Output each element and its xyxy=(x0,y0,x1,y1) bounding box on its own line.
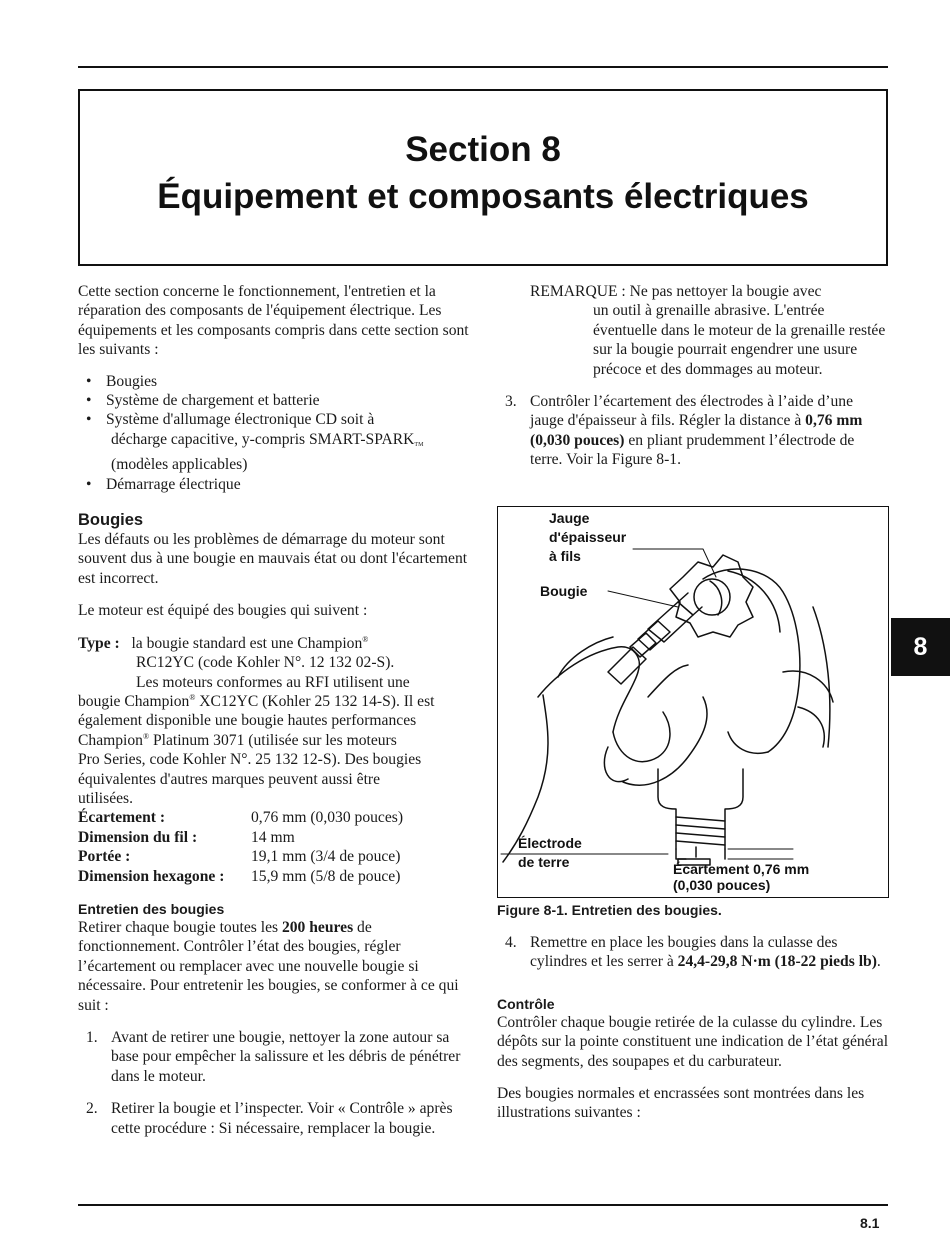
right-column xyxy=(497,282,889,470)
table-row: Dimension du fil : 14 mm xyxy=(78,828,295,846)
controle-paragraph: Contrôler chaque bougie retirée de la culasse du cylindre. Les dépôts sur la pointe constituent une indication de l’état général des segments, des soupapes et du carburateur. xyxy=(497,1013,889,1070)
label-gap: Écartement 0,76 mm (0,030 pouces) xyxy=(673,861,810,893)
page-number: 8.1 xyxy=(860,1215,880,1231)
list-item-continuation: décharge capacitive, y-compris SMART-SPARKTM xyxy=(111,430,424,448)
step-item: 4. Remettre en place les bougies dans la culasse des cylindres et les serrer à 24,4-29,8 N·m (18-22 pieds lb). xyxy=(505,934,881,971)
step-item: 1. Avant de retirer une bougie, nettoyer la zone autour sa base pour empêcher la salissure et les débris de pénétrer dans le moteur. xyxy=(86,1029,461,1085)
list-item-continuation: (modèles applicables) xyxy=(111,456,248,474)
list-item: • Démarrage électrique xyxy=(86,475,241,493)
heading-entretien: Entretien des bougies xyxy=(78,900,225,917)
spark-plug-specs-table xyxy=(78,808,403,886)
label-spark-plug: Bougie xyxy=(540,583,588,599)
label-ground-electrode: Électrode de terre xyxy=(518,835,582,870)
label-wire-gauge: Jauge d'épaisseur à fils xyxy=(549,510,627,564)
bougies-paragraph: Les défauts ou les problèmes de démarrage du moteur sont souvent dus à une bougie en mauvais état ou dont l'écartement est incorrect. xyxy=(78,531,468,587)
entretien-paragraph: Retirer chaque bougie toutes les 200 heures de fonctionnement. Contrôler l’état des bougies, régler l’écartement ou remplacer avec une nouvelle bougie si nécessaire. Pour entretenir les bougies, se conformer à ce qui suit : xyxy=(78,918,459,1014)
list-item: • Bougies xyxy=(86,372,158,390)
section-label: Section 8 xyxy=(405,130,561,169)
table-row: Portée : 19,1 mm (3/4 de pouce) xyxy=(78,848,401,866)
bougies-equipped-paragraph: Le moteur est équipé des bougies qui suivent : xyxy=(78,602,368,620)
intro-paragraph: Cette section concerne le fonctionnement, l'entretien et la réparation des composants de l'équipement électrique. Les équipements et les composants compris dans cette section sont les suivants : xyxy=(78,283,469,359)
list-item: • Système de chargement et batterie xyxy=(86,392,320,410)
right-column-lower xyxy=(497,933,889,1123)
list-item: • Système d'allumage électronique CD soit à xyxy=(86,411,375,429)
bottom-rule xyxy=(78,1204,888,1206)
step-item: 3. Contrôler l’écartement des électrodes à l’aide d’une jauge d'épaisseur à fils. Régler la distance à 0,76 mm (0,030 pouces) en pliant prudemment l’électrode de terre. Voir la Figure 8-1. xyxy=(505,393,863,469)
left-column xyxy=(78,282,473,1138)
figure-caption: Figure 8-1. Entretien des bougies. xyxy=(497,902,722,918)
remarque-line: REMARQUE : Ne pas nettoyer la bougie avec xyxy=(530,283,822,300)
section-title: Équipement et composants électriques xyxy=(157,177,809,216)
table-row: Écartement : 0,76 mm (0,030 pouces) xyxy=(78,809,404,827)
table-row: Dimension hexagone : 15,9 mm (5/8 de pouce) xyxy=(78,867,401,885)
figure-spark-plug-gap xyxy=(497,506,889,898)
component-list xyxy=(78,372,473,494)
controle-paragraph-2: Des bougies normales et encrassées sont montrées dans les illustrations suivantes : xyxy=(497,1085,865,1122)
top-rule xyxy=(78,66,888,68)
section-title-box xyxy=(78,89,888,266)
heading-bougies: Bougies xyxy=(78,511,144,530)
step-item: 2. Retirer la bougie et l’inspecter. Voir « Contrôle » après cette procédure : Si nécessaire, remplacer la bougie. xyxy=(86,1100,453,1137)
heading-controle: Contrôle xyxy=(497,995,555,1012)
type-label: Type : xyxy=(78,634,120,652)
type-paragraph: Type : la bougie standard est une Champion® RC12YC (code Kohler N°. 12 132 02-S). Les moteurs conformes au RFI utilisent une bougie Champion® XC12YC (Kohler 25 132 14-S). Il est également disponible une bougie hautes performances Champion® Platinum 3071 (utilisée sur les moteurs Pro Series, code Kohler N°. 25 132 12-S). Des bougies équivalentes d'autres marques peuvent aussi être utilisées. xyxy=(78,634,435,807)
section-tab: 8 xyxy=(891,618,950,676)
remarque-body: un outil à grenaille abrasive. L'entrée éventuelle dans le moteur de la grenaille restée sur la bougie pourrait engendrer une usure précoce et des dommages au moteur. xyxy=(593,302,886,378)
